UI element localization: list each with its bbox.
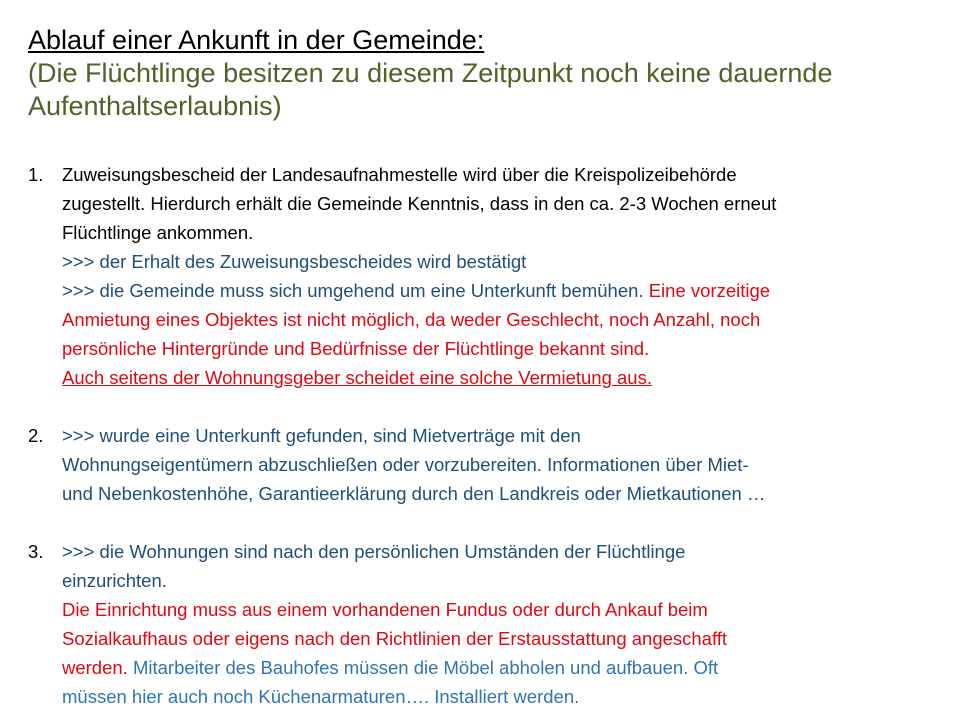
text-line: persönliche Hintergründe und Bedürfnisse der Flüchtlinge bekannt sind. [62, 338, 650, 359]
text-line [62, 653, 938, 682]
text-line: >>> die Wohnungen sind nach den persönlichen Umständen der Flüchtlinge [62, 541, 686, 562]
text-run: werden. [62, 657, 128, 678]
text-line [62, 276, 938, 305]
list-number: 3. [28, 541, 44, 562]
text-line: Anmietung eines Objektes ist nicht möglich, da weder Geschlecht, noch Anzahl, noch [62, 309, 761, 330]
list-item-3 [28, 537, 938, 711]
text-line: >>> der Erhalt des Zuweisungsbescheides wird bestätigt [62, 251, 527, 272]
spacer [28, 508, 938, 537]
text-line: Wohnungseigentümern abzuschließen oder vorzubereiten. Informationen über Miet- [62, 454, 749, 475]
list-number: 1. [28, 164, 44, 185]
list-item-1 [28, 160, 938, 392]
text-line: Auch seitens der Wohnungsgeber scheidet eine solche Vermietung aus. [62, 367, 652, 388]
text-line: Flüchtlinge ankommen. [62, 222, 254, 243]
spacer [28, 392, 938, 421]
numbered-list [28, 160, 938, 711]
text-run: Eine vorzeitige [643, 280, 771, 301]
text-run: >>> die Gemeinde muss sich umgehend um eine Unterkunft bemühen. [62, 280, 644, 301]
text-line: und Nebenkostenhöhe, Garantieerklärung durch den Landkreis oder Mietkautionen … [62, 483, 766, 504]
slide-title: Ablauf einer Ankunft in der Gemeinde: [28, 25, 485, 55]
text-line: müssen hier auch noch Küchenarmaturen…. Installiert werden. [62, 686, 580, 707]
text-line: Sozialkaufhaus oder eigens nach den Richtlinien der Erstausstattung angeschafft [62, 628, 728, 649]
list-item-2 [28, 421, 938, 508]
slide-subtitle-line-1: (Die Flüchtlinge besitzen zu diesem Zeitpunkt noch keine dauernde [28, 58, 833, 88]
slide-subtitle-line-2: Aufenthaltserlaubnis) [28, 91, 282, 121]
text-line: Zuweisungsbescheid der Landesaufnahmestelle wird über die Kreispolizeibehörde [62, 164, 737, 185]
text-line: einzurichten. [62, 570, 167, 591]
text-line: Die Einrichtung muss aus einem vorhandenen Fundus oder durch Ankauf beim [62, 599, 708, 620]
list-number: 2. [28, 425, 44, 446]
title-block [28, 24, 938, 123]
text-line: zugestellt. Hierdurch erhält die Gemeinde Kenntnis, dass in den ca. 2-3 Wochen erneut [62, 193, 777, 214]
text-line: >>> wurde eine Unterkunft gefunden, sind Mietverträge mit den [62, 425, 581, 446]
text-run: Mitarbeiter des Bauhofes müssen die Möbel abholen und aufbauen. Oft [127, 657, 719, 678]
